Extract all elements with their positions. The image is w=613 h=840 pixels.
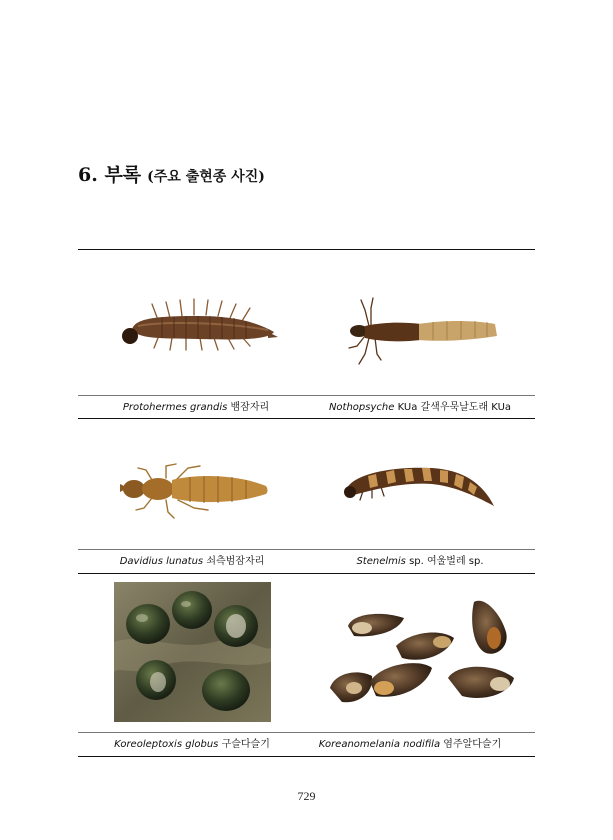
row2-bottom-rule	[78, 573, 535, 574]
common-name: 쇠측범잠자리	[206, 556, 265, 567]
caption-protohermes-grandis	[82, 402, 310, 414]
table-top-rule	[78, 249, 535, 250]
section-subtitle: (주요 출현종 사진)	[147, 169, 265, 185]
caption-koreoleptoxis-globus	[78, 739, 306, 751]
section-heading	[78, 160, 265, 187]
table-bottom-rule	[78, 756, 535, 757]
scientific-name: Stenelmis	[356, 556, 406, 567]
scientific-name: Protohermes grandis	[122, 402, 228, 413]
row2-caption-top-rule	[78, 549, 535, 550]
scientific-name: Koreanomelania nodifila	[318, 739, 441, 750]
caption-nothopsyche	[306, 402, 534, 414]
caption-stenelmis	[306, 556, 534, 568]
caption-davidius-lunatus	[78, 556, 306, 568]
scientific-name: Nothopsyche	[328, 402, 395, 413]
scientific-name: Davidius lunatus	[119, 556, 204, 567]
common-name: sp. 여울벌레 sp.	[409, 556, 484, 567]
common-name: 뱀잠자리	[230, 402, 270, 413]
nothopsyche-photo	[343, 296, 501, 368]
davidius-lunatus-photo	[116, 462, 272, 520]
stenelmis-photo	[342, 462, 497, 512]
caption-koreanomelania-nodifila	[296, 739, 524, 751]
protohermes-grandis-photo	[118, 296, 280, 352]
row1-caption-top-rule	[78, 395, 535, 396]
common-name: 염주알다슬기	[443, 739, 502, 750]
koreoleptoxis-globus-photo	[114, 582, 271, 722]
row1-bottom-rule	[78, 418, 535, 419]
koreanomelania-nodifila-photo	[324, 592, 522, 712]
page-number: 729	[297, 789, 316, 803]
scientific-name: Koreoleptoxis globus	[114, 739, 219, 750]
section-title: 6. 부록	[78, 164, 142, 186]
common-name: 구슬다슬기	[221, 739, 270, 750]
common-name: KUa 갈색우묵날도래 KUa	[397, 402, 512, 413]
row3-caption-top-rule	[78, 732, 535, 733]
